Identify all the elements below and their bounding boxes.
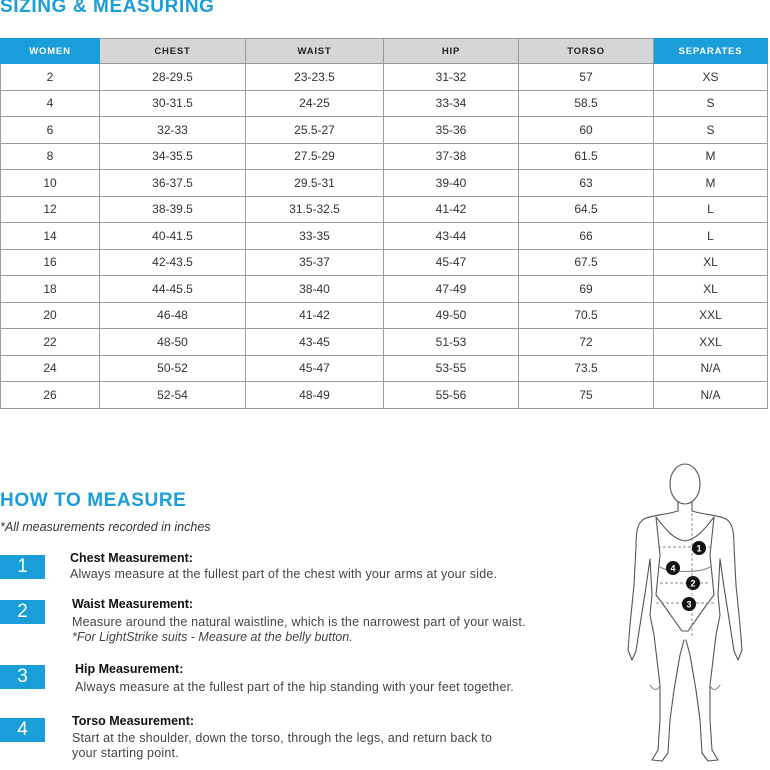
cell-women-size: 14 <box>1 223 100 250</box>
cell-hip: 49-50 <box>384 302 519 329</box>
cell-separates: M <box>654 170 768 197</box>
table-row <box>1 355 768 382</box>
cell-chest: 42-43.5 <box>100 249 246 276</box>
marker-4-label: 4 <box>670 563 676 574</box>
cell-torso: 61.5 <box>519 143 654 170</box>
cell-separates: XL <box>654 276 768 303</box>
cell-women-size: 16 <box>1 249 100 276</box>
cell-waist: 41-42 <box>246 302 384 329</box>
cell-separates: L <box>654 196 768 223</box>
cell-torso: 63 <box>519 170 654 197</box>
header-torso: TORSO <box>519 39 654 64</box>
cell-women-size: 2 <box>1 64 100 91</box>
table-body <box>1 64 768 409</box>
cell-hip: 47-49 <box>384 276 519 303</box>
step-3-heading: Hip Measurement: <box>75 662 184 676</box>
table-header-row <box>1 39 768 64</box>
step-2-heading: Waist Measurement: <box>72 597 194 611</box>
cell-waist: 45-47 <box>246 355 384 382</box>
cell-separates: M <box>654 143 768 170</box>
marker-3-label: 3 <box>686 599 692 610</box>
marker-1-label: 1 <box>696 543 702 554</box>
cell-waist: 48-49 <box>246 382 384 409</box>
step-2-text: Measure around the natural waistline, which is the narrowest part of your waist. <box>72 615 526 629</box>
cell-waist: 43-45 <box>246 329 384 356</box>
cell-separates: N/A <box>654 382 768 409</box>
figure-left-side <box>628 511 684 761</box>
step-2-badge: 2 <box>0 600 45 624</box>
step-4-text-line2: your starting point. <box>72 746 179 760</box>
cell-waist: 29.5-31 <box>246 170 384 197</box>
figure-swimsuit <box>656 517 714 631</box>
cell-separates: S <box>654 90 768 117</box>
header-hip: HIP <box>384 39 519 64</box>
table-row <box>1 223 768 250</box>
cell-hip: 51-53 <box>384 329 519 356</box>
cell-waist: 25.5-27 <box>246 117 384 144</box>
cell-hip: 41-42 <box>384 196 519 223</box>
cell-women-size: 10 <box>1 170 100 197</box>
step-3-text: Always measure at the fullest part of the hip standing with your feet together. <box>75 680 514 694</box>
table-row <box>1 170 768 197</box>
step-2-subnote: *For LightStrike suits - Measure at the belly button. <box>72 630 353 644</box>
cell-separates: N/A <box>654 355 768 382</box>
cell-torso: 70.5 <box>519 302 654 329</box>
table-row <box>1 117 768 144</box>
table-row <box>1 196 768 223</box>
cell-hip: 33-34 <box>384 90 519 117</box>
table-row <box>1 90 768 117</box>
cell-chest: 28-29.5 <box>100 64 246 91</box>
cell-waist: 27.5-29 <box>246 143 384 170</box>
step-4-heading: Torso Measurement: <box>72 714 195 728</box>
cell-separates: L <box>654 223 768 250</box>
table-row <box>1 249 768 276</box>
cell-separates: XXL <box>654 329 768 356</box>
header-chest: CHEST <box>100 39 246 64</box>
table-row <box>1 329 768 356</box>
cell-chest: 30-31.5 <box>100 90 246 117</box>
cell-waist: 35-37 <box>246 249 384 276</box>
cell-torso: 73.5 <box>519 355 654 382</box>
cell-torso: 66 <box>519 223 654 250</box>
cell-women-size: 20 <box>1 302 100 329</box>
header-separates: SEPARATES <box>654 39 768 64</box>
cell-waist: 38-40 <box>246 276 384 303</box>
step-4-badge: 4 <box>0 718 45 742</box>
cell-hip: 39-40 <box>384 170 519 197</box>
cell-torso: 69 <box>519 276 654 303</box>
cell-hip: 35-36 <box>384 117 519 144</box>
cell-hip: 43-44 <box>384 223 519 250</box>
cell-women-size: 18 <box>1 276 100 303</box>
cell-torso: 64.5 <box>519 196 654 223</box>
cell-women-size: 8 <box>1 143 100 170</box>
cell-women-size: 26 <box>1 382 100 409</box>
cell-hip: 37-38 <box>384 143 519 170</box>
figure-head <box>670 464 700 504</box>
cell-separates: XXL <box>654 302 768 329</box>
step-1-badge: 1 <box>0 555 45 579</box>
cell-hip: 45-47 <box>384 249 519 276</box>
cell-chest: 38-39.5 <box>100 196 246 223</box>
cell-waist: 23-23.5 <box>246 64 384 91</box>
cell-torso: 60 <box>519 117 654 144</box>
cell-hip: 55-56 <box>384 382 519 409</box>
how-to-measure-title: HOW TO MEASURE <box>0 490 187 511</box>
cell-separates: S <box>654 117 768 144</box>
table-row <box>1 64 768 91</box>
cell-waist: 33-35 <box>246 223 384 250</box>
cell-separates: XS <box>654 64 768 91</box>
cell-chest: 40-41.5 <box>100 223 246 250</box>
step-4-text: Start at the shoulder, down the torso, through the legs, and return back to <box>72 731 493 745</box>
cell-chest: 52-54 <box>100 382 246 409</box>
table-row <box>1 382 768 409</box>
cell-women-size: 6 <box>1 117 100 144</box>
cell-chest: 44-45.5 <box>100 276 246 303</box>
cell-chest: 32-33 <box>100 117 246 144</box>
cell-chest: 50-52 <box>100 355 246 382</box>
cell-torso: 75 <box>519 382 654 409</box>
table-row <box>1 276 768 303</box>
page-title: SIZING & MEASURING <box>0 0 215 17</box>
cell-torso: 72 <box>519 329 654 356</box>
cell-chest: 36-37.5 <box>100 170 246 197</box>
cell-chest: 48-50 <box>100 329 246 356</box>
cell-waist: 24-25 <box>246 90 384 117</box>
body-measurement-figure <box>620 455 770 770</box>
cell-torso: 67.5 <box>519 249 654 276</box>
cell-waist: 31.5-32.5 <box>246 196 384 223</box>
cell-women-size: 12 <box>1 196 100 223</box>
cell-torso: 58.5 <box>519 90 654 117</box>
header-waist: WAIST <box>246 39 384 64</box>
cell-women-size: 24 <box>1 355 100 382</box>
cell-torso: 57 <box>519 64 654 91</box>
cell-women-size: 22 <box>1 329 100 356</box>
header-women: WOMEN <box>1 39 100 64</box>
step-1-text: Always measure at the fullest part of the chest with your arms at your side. <box>70 567 498 581</box>
cell-separates: XL <box>654 249 768 276</box>
cell-hip: 53-55 <box>384 355 519 382</box>
table-row <box>1 143 768 170</box>
cell-women-size: 4 <box>1 90 100 117</box>
cell-chest: 46-48 <box>100 302 246 329</box>
cell-hip: 31-32 <box>384 64 519 91</box>
marker-2-label: 2 <box>690 578 696 589</box>
step-3-badge: 3 <box>0 665 45 689</box>
size-chart-table <box>0 38 768 409</box>
measurement-note: *All measurements recorded in inches <box>0 520 211 534</box>
cell-chest: 34-35.5 <box>100 143 246 170</box>
table-row <box>1 302 768 329</box>
step-1-heading: Chest Measurement: <box>70 551 193 565</box>
